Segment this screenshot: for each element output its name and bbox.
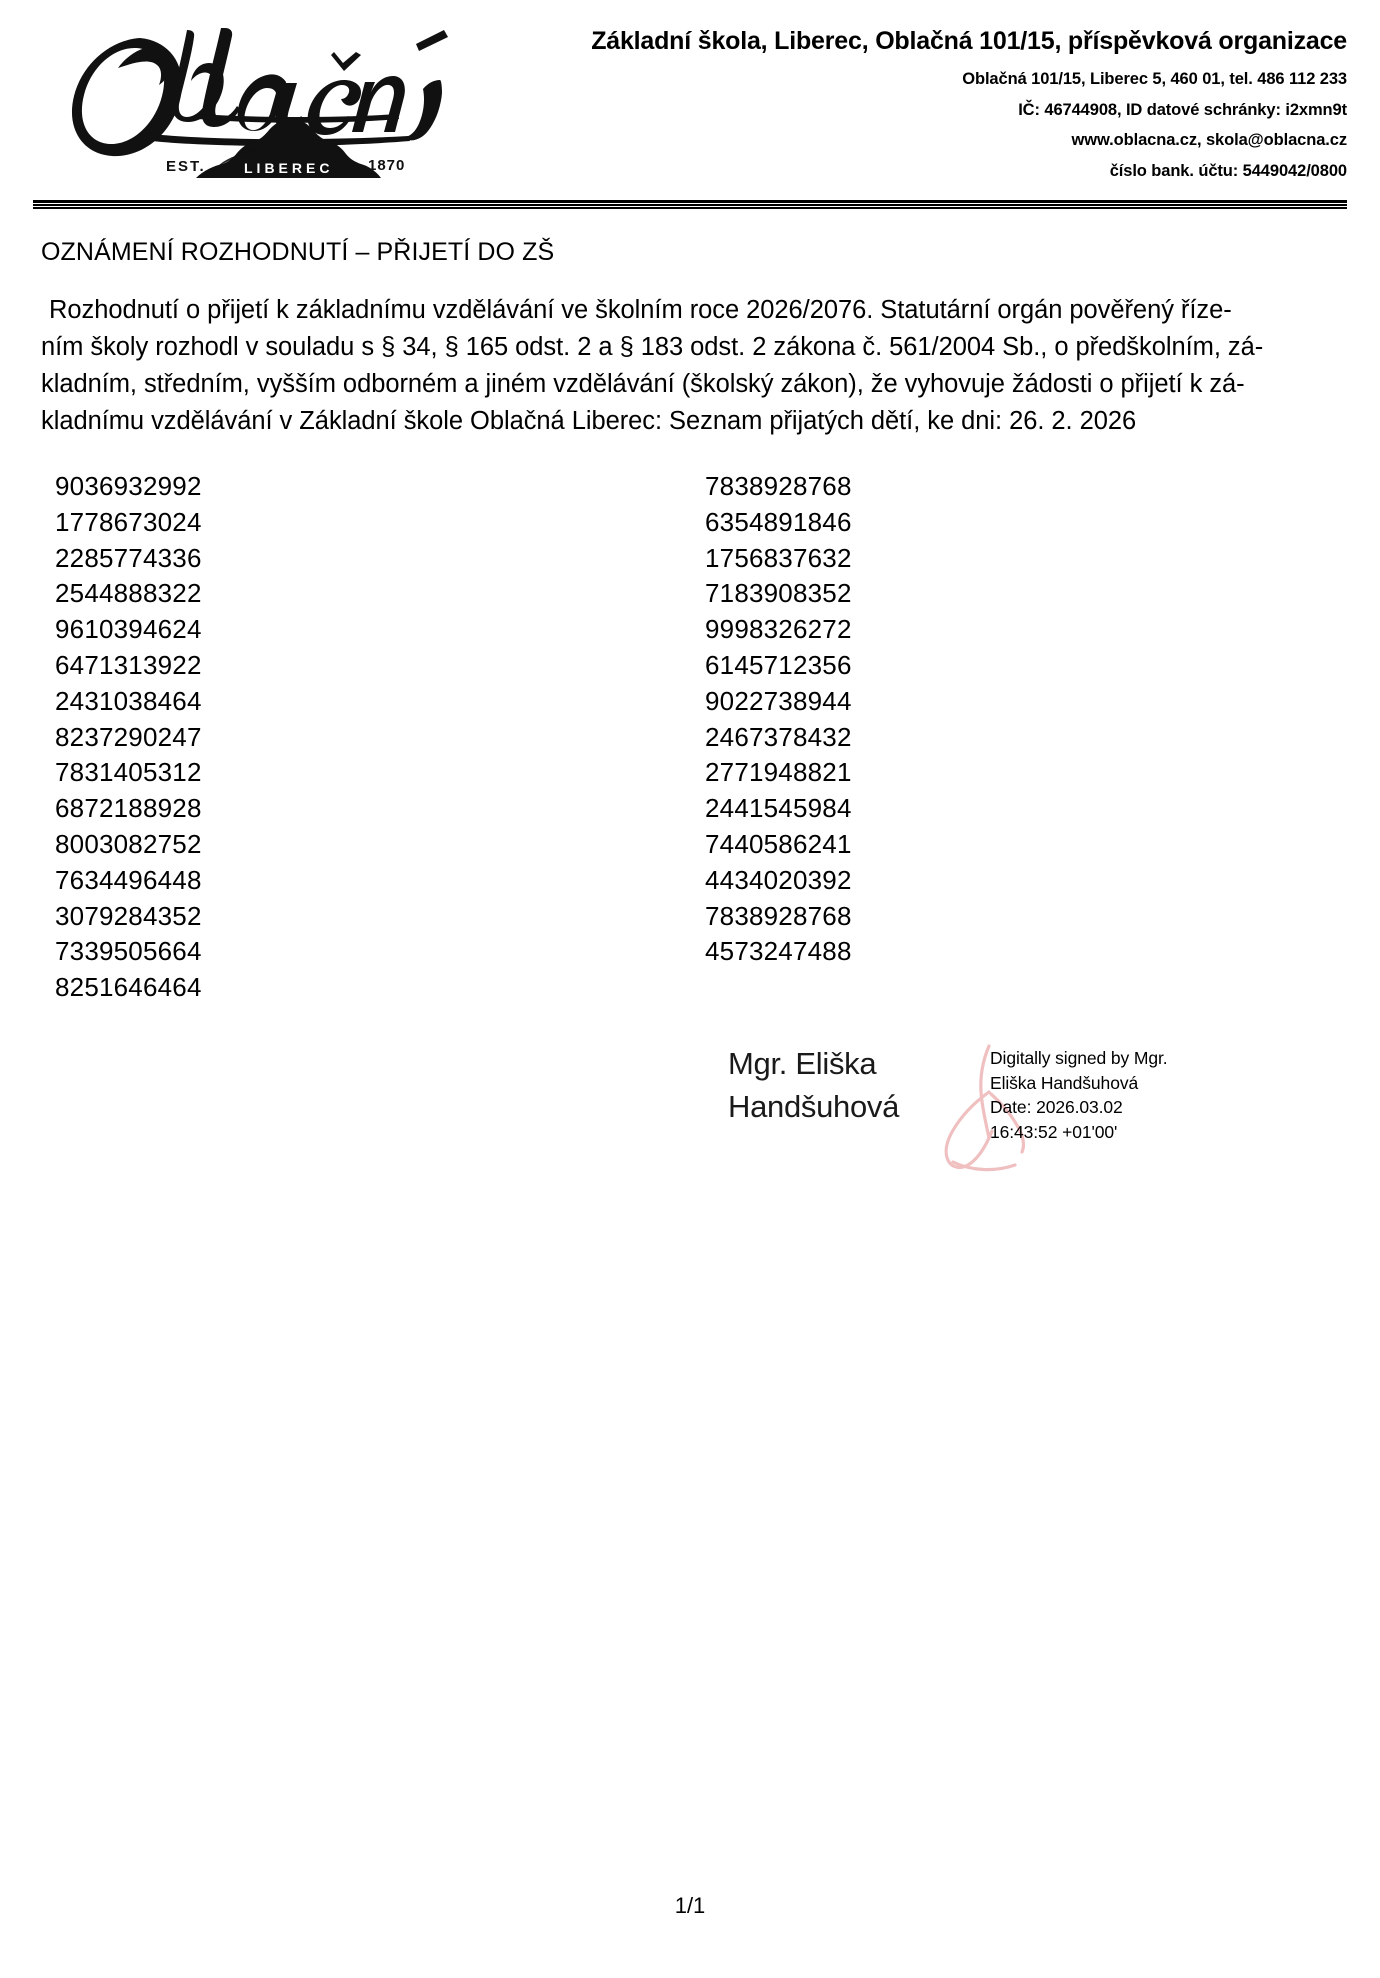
svg-text:EST.: EST. bbox=[166, 158, 206, 175]
signature-meta-line: Date: 2026.03.02 bbox=[990, 1097, 1123, 1117]
list-item: 1756837632 bbox=[705, 542, 852, 573]
list-item: 2431038464 bbox=[55, 685, 202, 716]
list-item: 3079284352 bbox=[55, 900, 202, 931]
list-item: 7634496448 bbox=[55, 864, 202, 895]
document-header bbox=[0, 0, 1380, 200]
list-item: 4434020392 bbox=[705, 864, 852, 895]
list-item: 6145712356 bbox=[705, 649, 852, 680]
list-item: 9998326272 bbox=[705, 614, 852, 645]
list-item: 2441545984 bbox=[705, 793, 852, 824]
accepted-registration-numbers bbox=[0, 469, 1380, 1003]
paragraph-line: kladním, středním, vyšším odborném a jiném vzdělávání (školský zákon), že vyhovuje žádosti o přijetí k zá- bbox=[41, 370, 1245, 398]
list-item: 4573247488 bbox=[705, 936, 852, 967]
paragraph-line: ním školy rozhodl v souladu s § 34, § 165 odst. 2 a § 183 odst. 2 zákona č. 561/2004 Sb., o předškolním, zá- bbox=[41, 333, 1264, 361]
signature-meta-line: Eliška Handšuhová bbox=[990, 1072, 1139, 1093]
school-bank-account-line: číslo bank. účtu: 5449042/0800 bbox=[1109, 161, 1347, 180]
page-number: 1/1 bbox=[674, 1893, 706, 1918]
school-ico-line: IČ: 46744908, ID datové schránky: i2xmn9t bbox=[1018, 100, 1347, 119]
digital-signature-block bbox=[728, 1042, 1248, 1182]
signer-name-line: Handšuhová bbox=[728, 1089, 900, 1124]
registration-number-column-left bbox=[55, 469, 202, 1006]
signature-metadata bbox=[990, 1046, 1250, 1144]
list-item: 9610394624 bbox=[55, 614, 202, 645]
list-item: 8237290247 bbox=[55, 721, 202, 752]
list-item: 7838928768 bbox=[705, 471, 852, 501]
list-item: 2544888322 bbox=[55, 578, 202, 609]
decision-paragraph bbox=[41, 292, 1347, 440]
school-identity-block bbox=[547, 26, 1347, 179]
registration-number-column-right bbox=[705, 469, 852, 970]
signature-meta-line: 16:43:52 +01'00' bbox=[990, 1121, 1118, 1142]
paragraph-line: kladnímu vzdělávání v Základní škole Oblačná Liberec: Seznam přijatých dětí, ke dni: 26. 2. 2026 bbox=[41, 407, 1137, 435]
list-item: 9022738944 bbox=[705, 685, 852, 716]
svg-text:LIBEREC: LIBEREC bbox=[244, 160, 334, 176]
school-web-email-line: www.oblacna.cz, skola@oblacna.cz bbox=[1071, 131, 1347, 150]
header-divider bbox=[33, 200, 1347, 208]
list-item: 2467378432 bbox=[705, 721, 852, 752]
list-item: 2285774336 bbox=[55, 542, 202, 573]
list-item: 7838928768 bbox=[705, 900, 852, 931]
list-item: 8251646464 bbox=[55, 972, 202, 1003]
list-item: 9036932992 bbox=[55, 471, 202, 501]
list-item: 6471313922 bbox=[55, 649, 202, 680]
school-name: Základní škola, Liberec, Oblačná 101/15, příspěvková organizace bbox=[591, 27, 1347, 55]
list-item: 7183908352 bbox=[705, 578, 852, 609]
svg-text:1870: 1870 bbox=[368, 157, 406, 174]
list-item: 8003082752 bbox=[55, 828, 202, 859]
signer-name bbox=[728, 1042, 978, 1128]
list-item: 7831405312 bbox=[55, 757, 202, 788]
list-item: 6354891846 bbox=[705, 506, 852, 537]
list-item: 2771948821 bbox=[705, 757, 852, 788]
paragraph-line: Rozhodnutí o přijetí k základnímu vzdělávání ve školním roce 2026/2076. Statutární orgán pověřený říze- bbox=[49, 296, 1232, 324]
school-address-line: Oblačná 101/15, Liberec 5, 460 01, tel. 486 112 233 bbox=[962, 70, 1347, 89]
list-item: 6872188928 bbox=[55, 793, 202, 824]
signature-meta-line: Digitally signed by Mgr. bbox=[990, 1048, 1168, 1068]
school-logo bbox=[48, 16, 448, 188]
document-title: OZNÁMENÍ ROZHODNUTÍ – PŘIJETÍ DO ZŠ bbox=[41, 238, 555, 266]
list-item: 7339505664 bbox=[55, 936, 202, 967]
list-item: 1778673024 bbox=[55, 506, 202, 537]
signer-name-line: Mgr. Eliška bbox=[728, 1046, 877, 1081]
list-item: 7440586241 bbox=[705, 828, 852, 859]
